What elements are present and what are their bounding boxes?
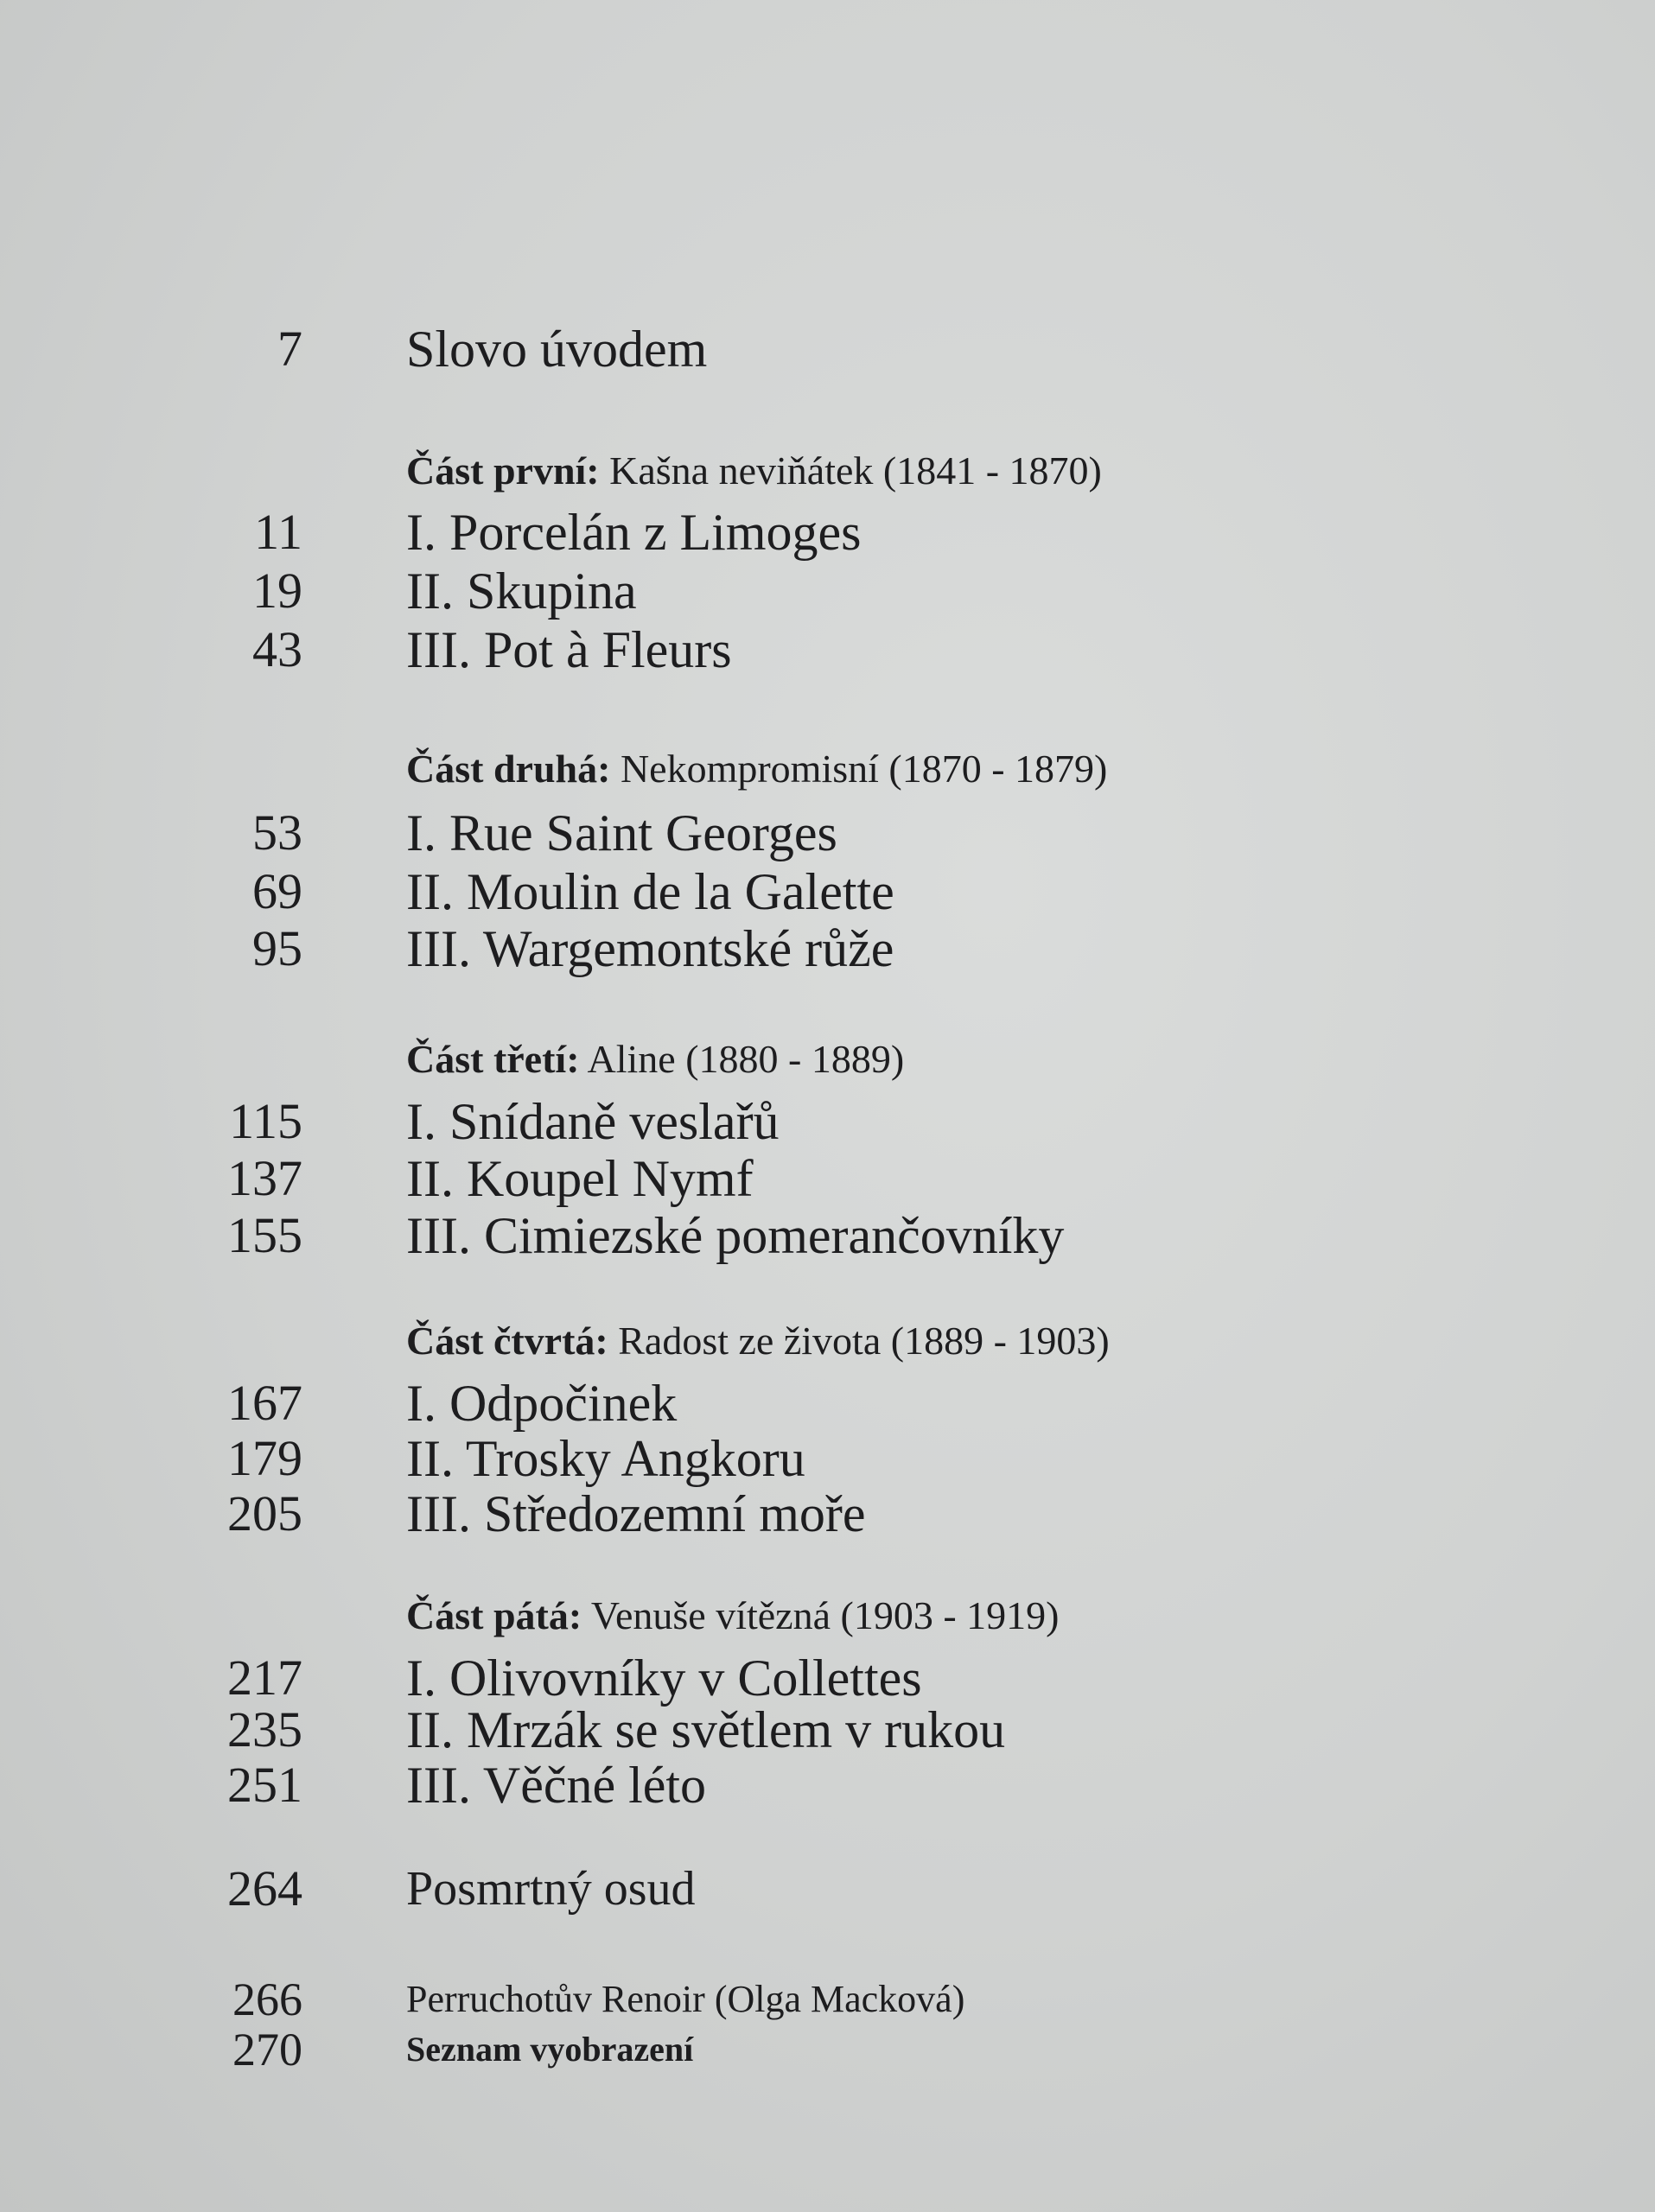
entry-title: Perruchotův Renoir (Olga Macková) — [406, 1978, 965, 2020]
entry-title: III. Wargemontské růže — [406, 920, 894, 977]
page-number: 179 — [227, 1430, 302, 1486]
part-heading: Část pátá: Venuše vítězná (1903 - 1919) — [406, 1593, 1060, 1637]
part-heading: Část druhá: Nekompromisní (1870 - 1879) — [406, 747, 1108, 791]
page-number: 7 — [277, 321, 302, 377]
toc-entry-appendix — [0, 2018, 1655, 2088]
page-number: 43 — [252, 621, 302, 677]
entry-title: Seznam vyobrazení — [406, 2030, 694, 2069]
page-number: 217 — [227, 1649, 302, 1706]
toc-entry — [0, 1483, 1655, 1552]
entry-title: III. Středozemní moře — [406, 1485, 866, 1542]
page-number: 115 — [229, 1093, 302, 1149]
page-number: 235 — [227, 1701, 302, 1758]
toc-entry-afterword — [0, 1858, 1655, 1927]
page-number: 167 — [227, 1375, 302, 1431]
page-number: 53 — [252, 804, 302, 861]
entry-title: II. Trosky Angkoru — [406, 1430, 805, 1487]
entry-title: II. Mrzák se světlem v rukou — [406, 1701, 1006, 1758]
entry-title: I. Olivovníky v Collettes — [406, 1649, 922, 1707]
toc-entry — [0, 1205, 1655, 1274]
entry-title: III. Věčné léto — [406, 1757, 707, 1814]
part-heading: Část první: Kašna neviňátek (1841 - 1870) — [406, 448, 1102, 493]
entry-title: III. Cimiezské pomerančovníky — [406, 1207, 1065, 1264]
entry-title: II. Skupina — [406, 563, 637, 620]
entry-title: Posmrtný osud — [406, 1862, 696, 1916]
page-number: 11 — [254, 504, 302, 560]
page-number: 155 — [227, 1207, 302, 1263]
page-number: 69 — [252, 863, 302, 919]
page-number: 264 — [227, 1860, 302, 1916]
entry-title: I. Odpočinek — [406, 1375, 678, 1432]
toc-entry-intro — [0, 318, 1655, 387]
part-heading: Část čtvrtá: Radost ze života (1889 - 1903) — [406, 1319, 1110, 1363]
entry-title: I. Porcelán z Limoges — [406, 504, 862, 561]
toc-entry — [0, 619, 1655, 688]
entry-title: III. Pot à Fleurs — [406, 621, 732, 678]
entry-title: II. Koupel Nymf — [406, 1150, 754, 1207]
toc-entry — [0, 1754, 1655, 1823]
page-number: 19 — [252, 563, 302, 619]
entry-title: I. Snídaně veslařů — [406, 1093, 780, 1150]
page-number: 251 — [227, 1757, 302, 1813]
part-heading: Část třetí: Aline (1880 - 1889) — [406, 1037, 905, 1081]
toc-entry — [0, 918, 1655, 987]
entry-title: Slovo úvodem — [406, 321, 708, 378]
entry-title: II. Moulin de la Galette — [406, 863, 894, 920]
page-number: 205 — [227, 1485, 302, 1541]
page-number: 95 — [252, 920, 302, 976]
page-number: 137 — [227, 1150, 302, 1206]
page-number: 266 — [232, 1974, 302, 2025]
page-number: 270 — [232, 2024, 302, 2075]
entry-title: I. Rue Saint Georges — [406, 804, 837, 861]
